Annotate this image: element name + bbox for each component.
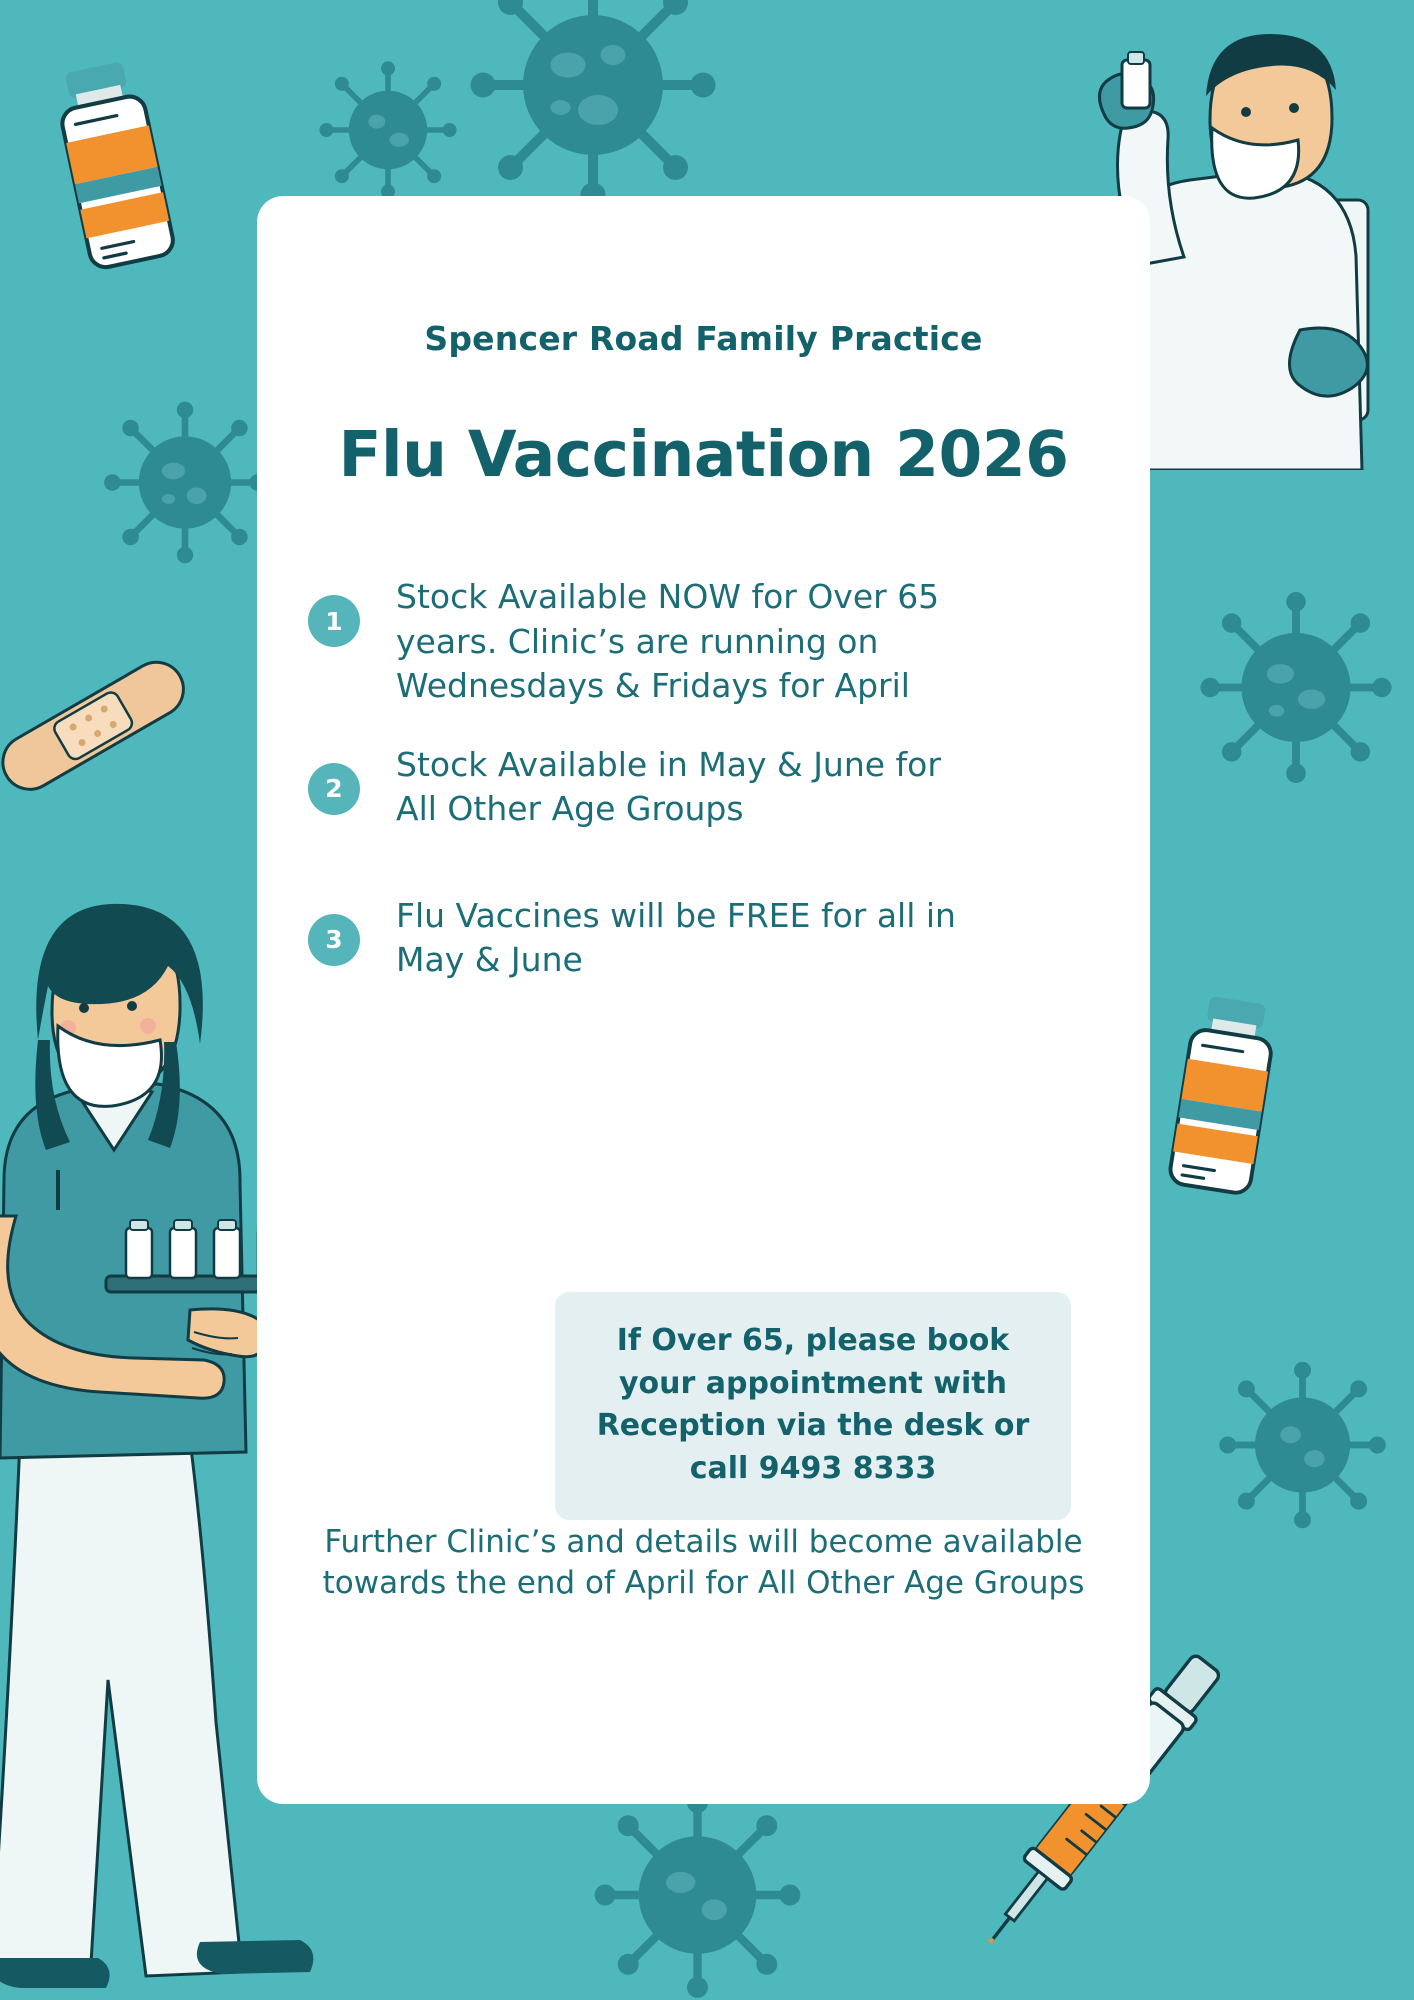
page-title: Flu Vaccination 2026 — [338, 418, 1069, 491]
list-item — [308, 575, 1106, 709]
booking-callout: If Over 65, please book your appointment with Reception via the desk or call 9493 8333 — [555, 1292, 1071, 1520]
point-number-badge: 1 — [308, 595, 360, 647]
points-list — [257, 575, 1150, 983]
vaccine-bottle-icon — [29, 49, 202, 290]
virus-icon — [590, 1790, 805, 2000]
virus-icon — [1215, 1360, 1390, 1530]
point-number-badge: 2 — [308, 763, 360, 815]
bandage-icon — [0, 634, 209, 820]
virus-icon — [100, 400, 270, 565]
virus-icon — [448, 0, 738, 210]
point-text: Stock Available NOW for Over 65 years. Clinic’s are running on Wednesdays & Fridays for April — [396, 577, 940, 706]
poster-card — [257, 196, 1150, 1804]
practice-name: Spencer Road Family Practice — [424, 319, 983, 358]
virus-icon — [1196, 590, 1396, 785]
vaccine-bottle-icon — [1144, 987, 1300, 1213]
point-number-badge: 3 — [308, 914, 360, 966]
virus-icon — [313, 60, 463, 200]
list-item — [308, 743, 1106, 832]
point-text: Flu Vaccines will be FREE for all in May & June — [396, 895, 956, 980]
footnote-text: Further Clinic’s and details will become available towards the end of April for All Other Age Groups — [322, 1524, 1085, 1602]
list-item — [308, 894, 1106, 983]
point-text: Stock Available in May & June for All Other Age Groups — [396, 744, 941, 829]
